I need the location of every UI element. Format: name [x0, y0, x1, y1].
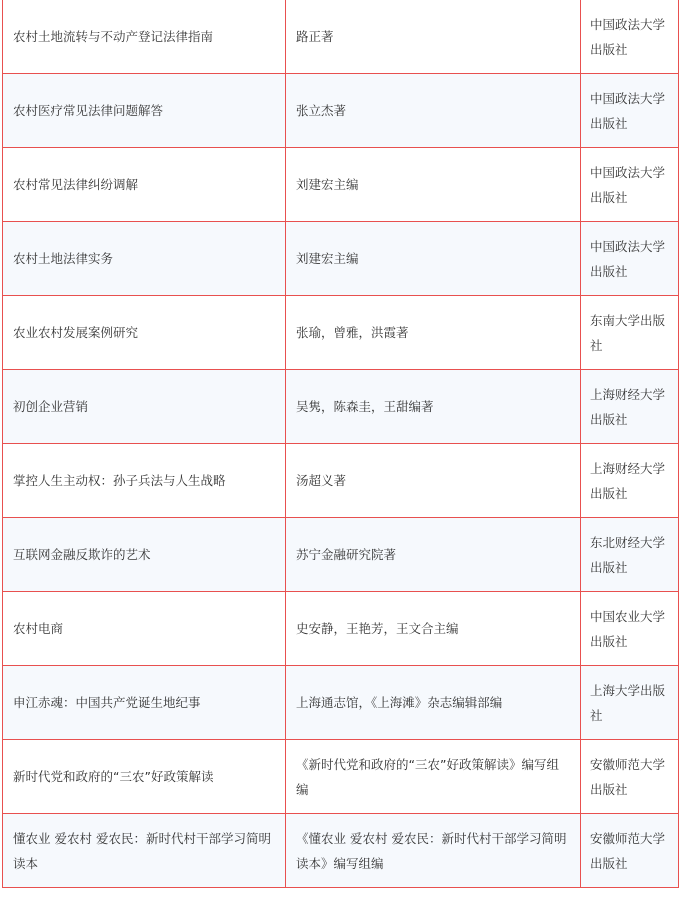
book-title: 懂农业 爱农村 爱农民：新时代村干部学习简明读本: [3, 814, 286, 888]
book-publisher: 上海财经大学出版社: [581, 370, 679, 444]
book-author: 刘建宏主编: [286, 148, 581, 222]
book-publisher: 中国政法大学出版社: [581, 222, 679, 296]
book-title: 互联网金融反欺诈的艺术: [3, 518, 286, 592]
table-row: [3, 740, 679, 814]
book-author: 路正著: [286, 0, 581, 74]
book-title: 农村土地法律实务: [3, 222, 286, 296]
book-title: 初创企业营销: [3, 370, 286, 444]
book-title: 申江赤魂：中国共产党诞生地纪事: [3, 666, 286, 740]
table-row: [3, 666, 679, 740]
book-title: 农村土地流转与不动产登记法律指南: [3, 0, 286, 74]
table-row: [3, 222, 679, 296]
book-list-table: [2, 0, 679, 888]
book-publisher: 安徽师范大学出版社: [581, 740, 679, 814]
table-row: [3, 296, 679, 370]
book-author: 汤超义著: [286, 444, 581, 518]
table-row: [3, 814, 679, 888]
book-title: 农村医疗常见法律问题解答: [3, 74, 286, 148]
book-title: 掌控人生主动权：孙子兵法与人生战略: [3, 444, 286, 518]
table-row: [3, 74, 679, 148]
table-row: [3, 592, 679, 666]
book-publisher: 中国政法大学出版社: [581, 74, 679, 148]
table-row: [3, 444, 679, 518]
book-publisher: 中国政法大学出版社: [581, 0, 679, 74]
book-title: 新时代党和政府的“三农”好政策解读: [3, 740, 286, 814]
book-publisher: 安徽师范大学出版社: [581, 814, 679, 888]
book-publisher: 中国农业大学出版社: [581, 592, 679, 666]
book-author: 《懂农业 爱农村 爱农民：新时代村干部学习简明读本》编写组编: [286, 814, 581, 888]
book-title: 农村电商: [3, 592, 286, 666]
book-title: 农业农村发展案例研究: [3, 296, 286, 370]
book-author: 张瑜，曾雅，洪霞著: [286, 296, 581, 370]
table-row: [3, 148, 679, 222]
book-publisher: 上海财经大学出版社: [581, 444, 679, 518]
book-title: 农村常见法律纠纷调解: [3, 148, 286, 222]
book-author: 张立杰著: [286, 74, 581, 148]
book-publisher: 上海大学出版社: [581, 666, 679, 740]
book-publisher: 东南大学出版社: [581, 296, 679, 370]
book-author: 史安静，王艳芳，王文合主编: [286, 592, 581, 666]
book-publisher: 东北财经大学出版社: [581, 518, 679, 592]
table-row: [3, 0, 679, 74]
book-list-body: [3, 0, 679, 888]
book-author: 吴隽，陈森圭，王甜编著: [286, 370, 581, 444]
book-author: 《新时代党和政府的“三农”好政策解读》编写组编: [286, 740, 581, 814]
table-row: [3, 370, 679, 444]
book-author: 刘建宏主编: [286, 222, 581, 296]
book-author: 苏宁金融研究院著: [286, 518, 581, 592]
book-publisher: 中国政法大学出版社: [581, 148, 679, 222]
table-row: [3, 518, 679, 592]
book-author: 上海通志馆，《上海滩》杂志编辑部编: [286, 666, 581, 740]
